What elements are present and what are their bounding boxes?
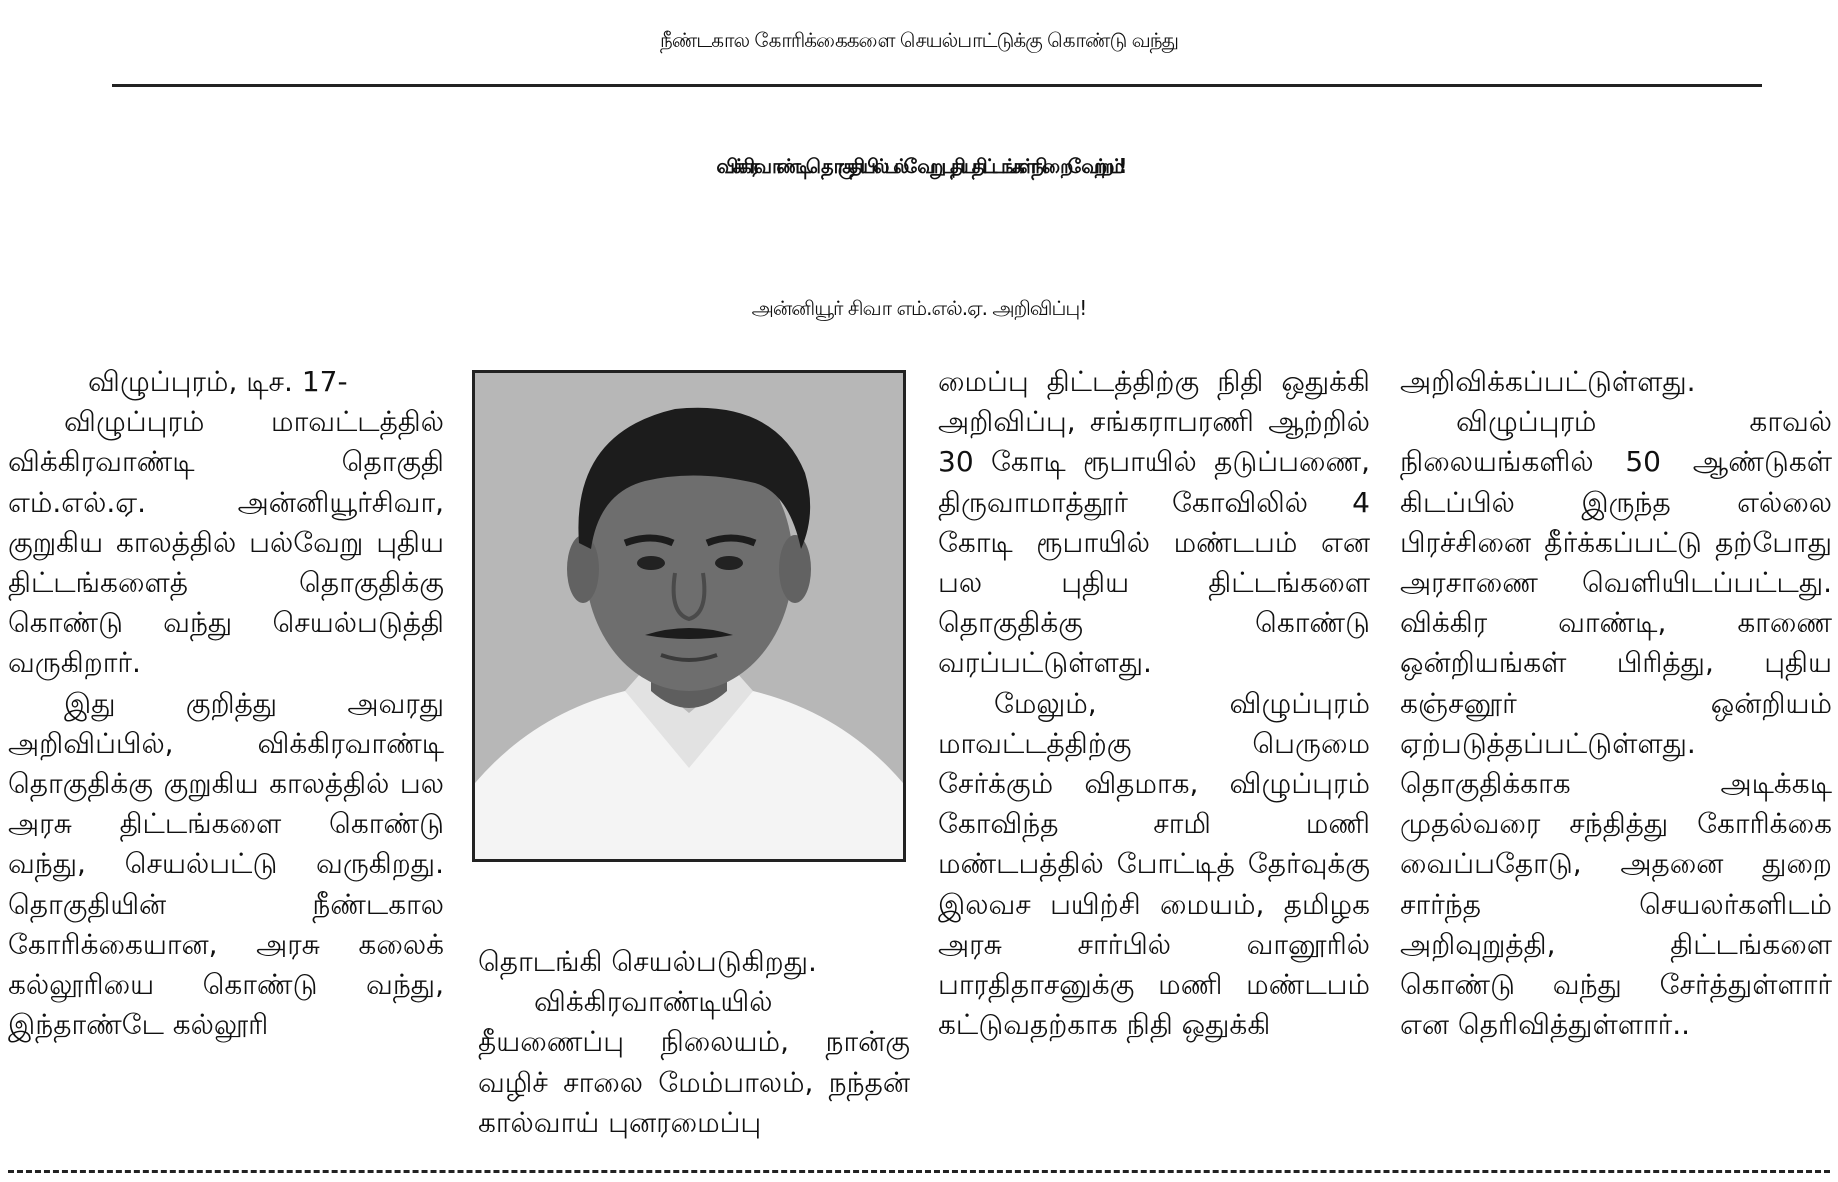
main-headline: விக்கிரவாண்டி தொகுதியில் பல்வேறு புதிய திட்டங்கள் நிறைவேற்றம்! [716,154,1122,178]
eye-left [637,556,665,570]
eye-right [715,556,743,570]
kicker-headline: நீண்டகால கோரிக்கைகளை செயல்பாட்டுக்கு கொண்டு வந்து [660,28,1178,52]
dateline: விழுப்புரம், டிச. 17- [88,365,348,398]
kicker-underline [112,84,1762,87]
portrait-photo-illustration [475,373,903,859]
article-column-2 [478,942,910,1143]
paragraph: விழுப்புரம் காவல் நிலையங்களில் 50 ஆண்டுகள் கிடப்பில் இருந்த எல்லை பிரச்சினை தீர்க்கப்பட்டு தற்போது அரசாணை வெளியிடப்பட்டது. விக்கிர வாண்டி, காணை ஒன்றியங்கள் பிரித்து, புதிய கஞ்சனூர் ஒன்றியம் ஏற்படுத்தப்பட்டுள்ளது. தொகுதிக்காக அடிக்கடி முதல்வரை சந்தித்து கோரிக்கை வைப்பதோடு, அதனை துறை சார்ந்த செயலர்களிடம் அறிவுறுத்தி, திட்டங்களை கொண்டு வந்து சேர்த்துள்ளார் என தெரிவித்துள்ளார்.. [1400,405,1832,1042]
article-column-4 [1400,362,1832,1045]
article-column-3 [938,362,1370,1045]
ear-right [779,535,811,603]
ear-left [567,535,599,603]
paragraph: தொடங்கி செயல்படுகிறது. [478,945,817,978]
article-column-1 [8,362,444,1045]
paragraph: விழுப்புரம் மாவட்டத்தில் விக்கிரவாண்டி தொகுதி எம்.எல்.ஏ. அன்னியூர்சிவா, குறுகிய காலத்தில் பல்வேறு புதிய திட்டங்களைத் தொகுதிக்கு கொண்டு வந்து செயல்படுத்தி வருகிறார். [8,405,444,680]
paragraph: விக்கிரவாண்டியில் தீயணைப்பு நிலையம், நான்கு வழிச் சாலை மேம்பாலம், நந்தன் கால்வாய் புனரமைப்பு [478,985,910,1139]
paragraph: அறிவிக்கப்பட்டுள்ளது. [1400,365,1696,398]
paragraph: மைப்பு திட்டத்திற்கு நிதி ஒதுக்கி அறிவிப்பு, சங்கராபரணி ஆற்றில் 30 கோடி ரூபாயில் தடுப்பணை, திருவாமாத்தூர் கோவிலில் 4 கோடி ரூபாயில் மண்டபம் என பல புதிய திட்டங்களை தொகுதிக்கு கொண்டு வரப்பட்டுள்ளது. [938,365,1370,680]
paragraph: இது குறித்து அவரது அறிவிப்பில், விக்கிரவாண்டி தொகுதிக்கு குறுகிய காலத்தில் பல அரசு திட்டங்களை கொண்டு வந்து, செயல்பட்டு வருகிறது. தொகுதியின் நீண்டகால கோரிக்கையான, அரசு கலைக் கல்லூரியை கொண்டு வந்து, இந்தாண்டே கல்லூரி [8,686,444,1042]
bottom-dashed-divider [8,1170,1830,1173]
portrait-photo [472,370,906,862]
paragraph: மேலும், விழுப்புரம் மாவட்டத்திற்கு பெருமை சேர்க்கும் விதமாக, விழுப்புரம் கோவிந்த சாமி மணி மண்டபத்தில் போட்டித் தேர்வுக்கு இலவச பயிற்சி மையம், தமிழக அரசு சார்பில் வானூரில் பாரதிதாசனுக்கு மணி மண்டபம் கட்டுவதற்காக நிதி ஒதுக்கி [938,686,1370,1042]
sub-headline: அன்னியூர் சிவா எம்.எல்.ஏ. அறிவிப்பு! [751,296,1087,320]
